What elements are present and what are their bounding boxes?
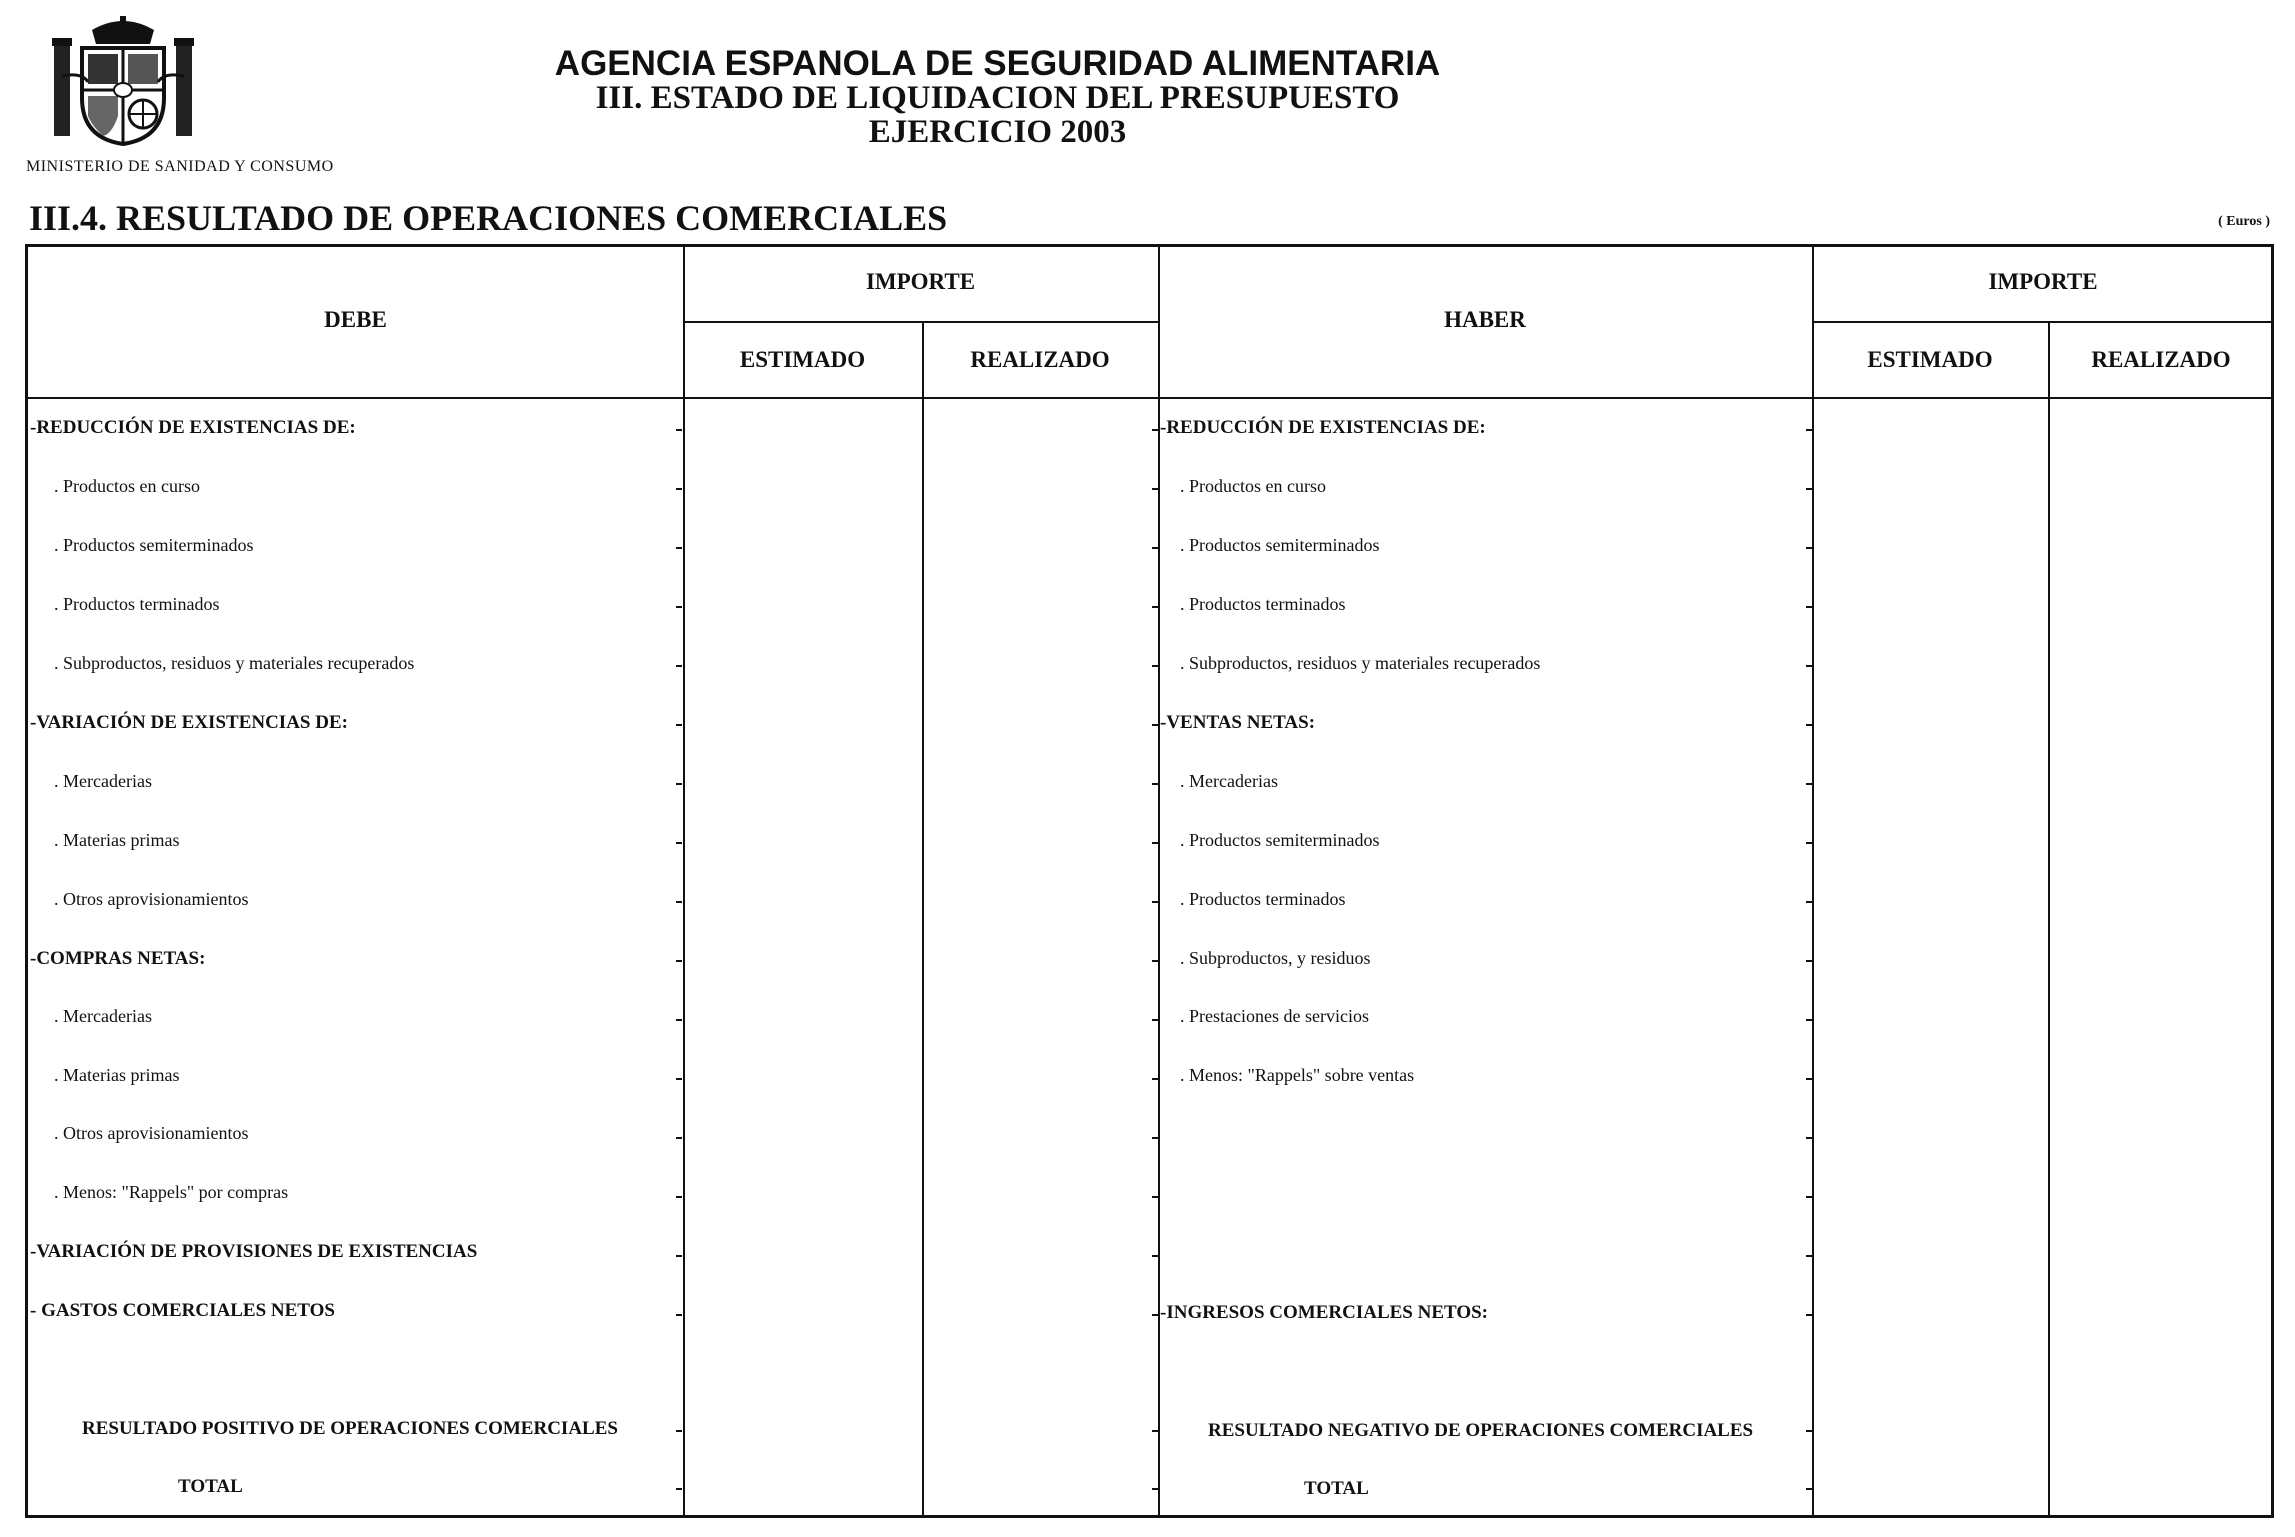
- debe-row: -VARIACIÓN DE EXISTENCIAS DE:: [30, 712, 348, 733]
- dash-mark: [676, 960, 682, 962]
- haber-row: . Subproductos, residuos y materiales recuperados: [1180, 653, 1541, 673]
- estimado-header-left: ESTIMADO: [739, 347, 866, 372]
- haber-row: . Productos terminados: [1180, 594, 1346, 614]
- dash-mark: [1152, 429, 1158, 431]
- dash-mark: [1806, 1314, 1812, 1316]
- dash-mark: [1152, 1078, 1158, 1080]
- dash-mark: [1152, 1488, 1158, 1490]
- dash-mark: [676, 1255, 682, 1257]
- debe-row: . Otros aprovisionamientos: [54, 889, 249, 909]
- dash-mark: [1806, 547, 1812, 549]
- dash-mark: [1806, 606, 1812, 608]
- dash-mark: [676, 901, 682, 903]
- fiscal-year: EJERCICIO 2003: [868, 114, 1127, 150]
- dash-mark: [1806, 1078, 1812, 1080]
- dash-mark: [1806, 429, 1812, 431]
- dash-mark: [1152, 901, 1158, 903]
- dash-mark: [676, 665, 682, 667]
- estimado-header-right: ESTIMADO: [1867, 347, 1993, 372]
- haber-row: -REDUCCIÓN DE EXISTENCIAS DE:: [1160, 417, 1486, 438]
- operations-table: [25, 244, 2274, 1518]
- debe-row: - GASTOS COMERCIALES NETOS: [30, 1300, 335, 1321]
- debe-row: . Subproductos, residuos y materiales recuperados: [54, 653, 415, 673]
- dash-mark: [1152, 665, 1158, 667]
- dash-mark: [676, 724, 682, 726]
- dash-mark: [1152, 488, 1158, 490]
- haber-row: . Productos terminados: [1180, 889, 1346, 909]
- dash-mark: [1152, 1137, 1158, 1139]
- debe-row: . Productos terminados: [54, 594, 220, 614]
- debe-header: DEBE: [324, 307, 387, 332]
- dash-mark: [676, 1314, 682, 1316]
- realizado-header-left: REALIZADO: [970, 347, 1110, 372]
- debe-total-row: TOTAL: [178, 1476, 243, 1497]
- debe-row: -REDUCCIÓN DE EXISTENCIAS DE:: [30, 417, 356, 438]
- haber-row: . Mercaderias: [1180, 771, 1278, 791]
- dash-mark: [1152, 1196, 1158, 1198]
- haber-result-row: RESULTADO NEGATIVO DE OPERACIONES COMERCIALES: [1208, 1420, 1754, 1441]
- importe-header-left: IMPORTE: [865, 269, 976, 294]
- haber-row: . Subproductos, y residuos: [1180, 948, 1371, 968]
- dash-mark: [1806, 842, 1812, 844]
- currency-unit: ( Euros ): [2218, 214, 2270, 229]
- haber-header: HABER: [1444, 307, 1526, 332]
- haber-row: . Prestaciones de servicios: [1180, 1006, 1369, 1026]
- dash-mark: [1806, 724, 1812, 726]
- dash-mark: [676, 783, 682, 785]
- realizado-header-right: REALIZADO: [2091, 347, 2231, 372]
- dash-mark: [1152, 1019, 1158, 1021]
- debe-row: . Mercaderias: [54, 771, 152, 791]
- debe-row: . Otros aprovisionamientos: [54, 1123, 249, 1143]
- dash-mark: [1152, 842, 1158, 844]
- debe-row: -VARIACIÓN DE PROVISIONES DE EXISTENCIAS: [30, 1241, 478, 1262]
- importe-header-right: IMPORTE: [1988, 269, 2098, 294]
- dash-mark: [1152, 1314, 1158, 1316]
- haber-row: . Productos en curso: [1180, 476, 1326, 496]
- agency-title: AGENCIA ESPANOLA DE SEGURIDAD ALIMENTARIA: [554, 44, 1441, 83]
- section-title: III.4. RESULTADO DE OPERACIONES COMERCIALES: [29, 198, 948, 238]
- dash-mark: [676, 547, 682, 549]
- dash-mark: [1806, 488, 1812, 490]
- dash-mark: [676, 1078, 682, 1080]
- dash-mark: [1806, 1019, 1812, 1021]
- haber-row: -INGRESOS COMERCIALES NETOS:: [1160, 1302, 1489, 1323]
- dash-mark: [1806, 1196, 1812, 1198]
- dash-mark: [1806, 1255, 1812, 1257]
- dash-mark: [676, 429, 682, 431]
- haber-total-row: TOTAL: [1304, 1478, 1369, 1499]
- debe-row: . Mercaderias: [54, 1006, 152, 1026]
- dash-mark: [1806, 1430, 1812, 1432]
- ministry-name: MINISTERIO DE SANIDAD Y CONSUMO: [26, 158, 334, 175]
- debe-row: . Productos en curso: [54, 476, 200, 496]
- report-title: III. ESTADO DE LIQUIDACION DEL PRESUPUESTO: [595, 80, 1400, 116]
- dash-mark: [1152, 783, 1158, 785]
- dash-mark: [1152, 1255, 1158, 1257]
- dash-mark: [1152, 724, 1158, 726]
- dash-mark: [676, 1196, 682, 1198]
- haber-row: -VENTAS NETAS:: [1160, 712, 1316, 733]
- haber-row: . Productos semiterminados: [1180, 830, 1380, 850]
- dash-mark: [676, 1137, 682, 1139]
- dash-mark: [676, 606, 682, 608]
- dash-mark: [1152, 960, 1158, 962]
- debe-row: -COMPRAS NETAS:: [30, 948, 206, 969]
- dash-mark: [676, 1430, 682, 1432]
- dash-mark: [1806, 1488, 1812, 1490]
- debe-row: . Menos: "Rappels" por compras: [54, 1182, 289, 1202]
- haber-row: . Productos semiterminados: [1180, 535, 1380, 555]
- dash-mark: [1806, 665, 1812, 667]
- dash-mark: [676, 488, 682, 490]
- dash-mark: [1806, 783, 1812, 785]
- debe-row: . Materias primas: [54, 830, 180, 850]
- dash-mark: [1806, 960, 1812, 962]
- dash-mark: [1806, 901, 1812, 903]
- dash-mark: [676, 842, 682, 844]
- debe-result-row: RESULTADO POSITIVO DE OPERACIONES COMERCIALES: [82, 1418, 618, 1439]
- debe-row: . Productos semiterminados: [54, 535, 254, 555]
- dash-mark: [1152, 606, 1158, 608]
- dash-mark: [1152, 1430, 1158, 1432]
- dash-mark: [1806, 1137, 1812, 1139]
- dash-mark: [1152, 547, 1158, 549]
- dash-mark: [676, 1488, 682, 1490]
- debe-row: . Materias primas: [54, 1065, 180, 1085]
- haber-row: . Menos: "Rappels" sobre ventas: [1180, 1065, 1415, 1085]
- dash-mark: [676, 1019, 682, 1021]
